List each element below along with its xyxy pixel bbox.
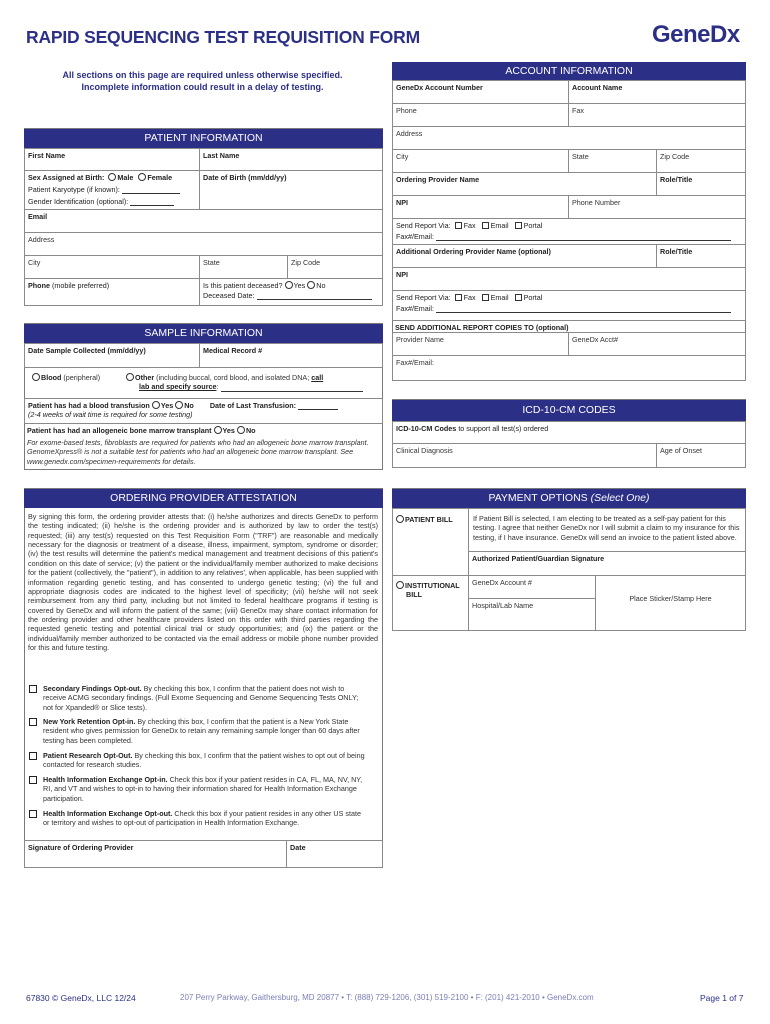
guardian-signature-field[interactable]: Authorized Patient/Guardian Signature — [468, 551, 746, 576]
other-source-field[interactable] — [221, 391, 363, 392]
date-collected-field[interactable]: Date Sample Collected (mm/dd/yy) — [24, 343, 200, 368]
additional-email-checkbox[interactable] — [482, 294, 489, 301]
age-of-onset-field[interactable]: Age of Onset — [656, 443, 746, 468]
last-name-field[interactable]: Last Name — [199, 148, 383, 171]
icd-codes-header: ICD-10-CM CODES — [392, 400, 746, 421]
provider-signature-field[interactable]: Signature of Ordering Provider — [24, 840, 287, 868]
patient-information-header: PATIENT INFORMATION — [24, 129, 383, 148]
footer-copyright: 67830 © GeneDx, LLC 12/24 — [26, 993, 136, 1003]
email-field[interactable]: Email — [24, 209, 383, 233]
copy-fax-email-field[interactable]: Fax#/Email: — [392, 355, 746, 381]
additional-portal-checkbox[interactable] — [515, 294, 522, 301]
institutional-bill-option: INSTITUTIONAL BILL — [392, 575, 469, 631]
ordering-provider-field[interactable]: Ordering Provider Name — [392, 172, 657, 196]
research-optout-checkbox[interactable] — [29, 752, 37, 760]
copy-genedx-acct-field[interactable]: GeneDx Acct# — [568, 332, 746, 356]
female-radio[interactable] — [138, 173, 146, 181]
footer-address: 207 Perry Parkway, Gaithersburg, MD 20877 • T: (888) 729-1206, (301) 519-2100 • F: (201) 421-2010 • GeneDx.com — [180, 993, 594, 1002]
other-radio[interactable] — [126, 373, 134, 381]
ordering-provider-role-field[interactable]: Role/Title — [656, 172, 746, 196]
account-state-field[interactable]: State — [568, 149, 657, 173]
footer-page-number: Page 1 of 7 — [700, 993, 744, 1003]
additional-npi-field[interactable]: NPI — [392, 267, 746, 291]
research-optout-option: Patient Research Opt-Out. By checking this box, I confirm that the patient wishes to opt out of being contacted for research studies. — [29, 751, 369, 770]
secondary-findings-checkbox[interactable] — [29, 685, 37, 693]
institutional-account-field[interactable]: GeneDx Account # — [468, 575, 596, 599]
account-name-field[interactable]: Account Name — [568, 80, 746, 104]
state-field[interactable]: State — [199, 255, 288, 279]
attestation-body: By signing this form, the ordering provider attests that: (i) he/she authorizes and directs GeneDx to perform the testing indicated; (ii) he/she is the ordering provider and is authorized by law to order the test(s) requested; (iii) any test(s) requested on this Test Requisition Form ("TRF") are reasonable and medically necessary for the diagnosis or treatment of a disease, illness, impairment, symptom, syndrome or disorder; (iv) the test results will determine the patient's medical management and treatment decisions of this patient's condition on this date of service; (v) the patient or the individual/family member authorized to make decisions for the patient (collectively, the "patient"), in addition to any relatives', when applicable, has been supplied with information regarding genetic testing, and has consented to undergo genetic testing; (vi) the full and appropriate diagnosis codes are indicated to the highest level of specificity; (vii) he/she will not seek reimbursement from any third party, including but not limited to federal healthcare programs if testing is covered by GeneDx and will inform the patient of the same; (viii) GeneDx may share contact information for the ordering provider and other healthcare providers listed on this order with third parties regarding the requested genetic testing and potential clinical trial or study opportunities; and (ix) the patient or the individual/family member authorized to be contacted via the email address or mobile phone number provided for this and future testing. — [28, 512, 378, 653]
deceased-cell: Is this patient deceased? Yes No Deceased Date: — [199, 278, 383, 306]
sex-karyotype-cell: Sex Assigned at Birth: Male Female Patient Karyotype (if known): Gender Identification (optional): — [24, 170, 200, 210]
additional-fax-checkbox[interactable] — [455, 294, 462, 301]
male-radio[interactable] — [108, 173, 116, 181]
other-option: Other (including buccal, cord blood, and isolated DNA; call lab and specify source: — [126, 373, 376, 392]
marrow-yes-radio[interactable] — [214, 426, 222, 434]
account-zip-field[interactable]: Zip Code — [656, 149, 746, 173]
transfusion-yes-radio[interactable] — [152, 401, 160, 409]
genedx-logo: GeneDx — [652, 21, 740, 48]
send-fax-checkbox[interactable] — [455, 222, 462, 229]
zip-field[interactable]: Zip Code — [287, 255, 383, 279]
additional-provider-role-field[interactable]: Role/Title — [656, 244, 746, 268]
hie-optout-option: Health Information Exchange Opt-out. Check this box if your patient resides in any other US state or territory and wishes to opt-out of participation in Health Information Exchange. — [29, 809, 369, 828]
attestation-header: ORDERING PROVIDER ATTESTATION — [24, 489, 383, 508]
account-information-header: ACCOUNT INFORMATION — [392, 62, 746, 81]
secondary-findings-option: Secondary Findings Opt-out. By checking this box, I confirm that the patient does not wish to receive ACMG secondary findings. (Full Exome Sequencing and Genome Sequencing Tests ONLY; not for Xpanded® or Slice tests). — [29, 684, 369, 712]
hospital-lab-name-field[interactable]: Hospital/Lab Name — [468, 598, 596, 631]
payment-options-header: PAYMENT OPTIONS (Select One) — [392, 489, 746, 508]
send-email-checkbox[interactable] — [482, 222, 489, 229]
additional-provider-field[interactable]: Additional Ordering Provider Name (optional) — [392, 244, 657, 268]
marrow-no-radio[interactable] — [237, 426, 245, 434]
patient-bill-option: PATIENT BILL — [392, 508, 469, 576]
fax-email-field[interactable] — [436, 240, 731, 241]
npi-field[interactable]: NPI — [392, 195, 569, 219]
account-fax-field[interactable]: Fax — [568, 103, 746, 127]
blood-option: Blood (peripheral) — [32, 373, 100, 382]
last-transfusion-field[interactable] — [298, 409, 338, 410]
hie-optin-checkbox[interactable] — [29, 776, 37, 784]
phone-field[interactable]: Phone (mobile preferred) — [24, 278, 200, 306]
provider-phone-field[interactable]: Phone Number — [568, 195, 746, 219]
send-portal-checkbox[interactable] — [515, 222, 522, 229]
copy-provider-name-field[interactable]: Provider Name — [392, 332, 569, 356]
transfusion-no-radio[interactable] — [175, 401, 183, 409]
signature-date-field[interactable]: Date — [286, 840, 383, 868]
page-title: RAPID SEQUENCING TEST REQUISITION FORM — [26, 27, 420, 47]
transfusion-cell: Patient has had a blood transfusion Yes No Date of Last Transfusion: (2-4 weeks of wait time is required for some testing) — [24, 398, 383, 424]
city-field[interactable]: City — [24, 255, 200, 279]
gender-field[interactable] — [130, 205, 174, 206]
additional-fax-email-field[interactable] — [436, 312, 731, 313]
sample-information-header: SAMPLE INFORMATION — [24, 324, 383, 343]
karyotype-field[interactable] — [122, 193, 180, 194]
deceased-yes-radio[interactable] — [285, 281, 293, 289]
institutional-bill-radio[interactable] — [396, 581, 404, 589]
deceased-no-radio[interactable] — [307, 281, 315, 289]
hie-optin-option: Health Information Exchange Opt-in. Check this box if your patient resides in CA, FL, MA, NV, NY, RI, and VT and wishes to opt-in to having their information shared for Health Information Exchange participation. — [29, 775, 369, 803]
required-notice: All sections on this page are required unless otherwise specified. Incomplete information could result in a delay of testing. — [62, 70, 343, 92]
hie-optout-checkbox[interactable] — [29, 810, 37, 818]
exome-note: For exome-based tests, fibroblasts are required for patients who had an allogeneic bone marrow transplant. GenomeXpress® is not a suitable test for patients who had an allogeneic bone marrow transplant. See www.genedx.com/specimen-requirements for details. — [27, 438, 369, 466]
deceased-date-field[interactable] — [257, 299, 372, 300]
send-report-cell: Send Report Via: Fax Email Portal Fax#/Email: — [392, 218, 746, 245]
clinical-diagnosis-field[interactable]: Clinical Diagnosis — [392, 443, 657, 468]
patient-bill-terms: If Patient Bill is selected, I am electing to be treated as a self-pay patient for this testing. I agree that neither GeneDx nor I will submit a claim to my insurance for this testing, if I have insurance. GeneDx will send an invoice to the patient listed above. — [468, 508, 746, 576]
dob-field[interactable]: Date of Birth (mm/dd/yy) — [199, 170, 383, 210]
address-field[interactable]: Address — [24, 232, 383, 256]
account-city-field[interactable]: City — [392, 149, 569, 173]
account-address-field[interactable]: Address — [392, 126, 746, 150]
additional-send-report-cell: Send Report Via: Fax Email Portal Fax#/Email: — [392, 290, 746, 321]
blood-radio[interactable] — [32, 373, 40, 381]
first-name-field[interactable]: First Name — [24, 148, 200, 171]
patient-bill-radio[interactable] — [396, 515, 404, 523]
ny-retention-checkbox[interactable] — [29, 718, 37, 726]
marrow-transplant-row: Patient has had an allogeneic bone marrow transplant Yes No — [27, 426, 256, 435]
icd-codes-field[interactable]: ICD-10-CM Codes to support all test(s) ordered — [392, 421, 746, 444]
account-phone-field[interactable]: Phone — [392, 103, 569, 127]
medical-record-field[interactable]: Medical Record # — [199, 343, 383, 368]
send-additional-copies-label: SEND ADDITIONAL REPORT COPIES TO (optional) — [395, 323, 569, 332]
sticker-stamp-area[interactable]: Place Sticker/Stamp Here — [595, 575, 746, 631]
account-number-field[interactable]: GeneDx Account Number — [392, 80, 569, 104]
ny-retention-option: New York Retention Opt-in. By checking this box, I confirm that the patient is a New York State resident who gives permission for GeneDx to retain any remaining sample longer than 60 days after testing has been completed. — [29, 717, 369, 745]
